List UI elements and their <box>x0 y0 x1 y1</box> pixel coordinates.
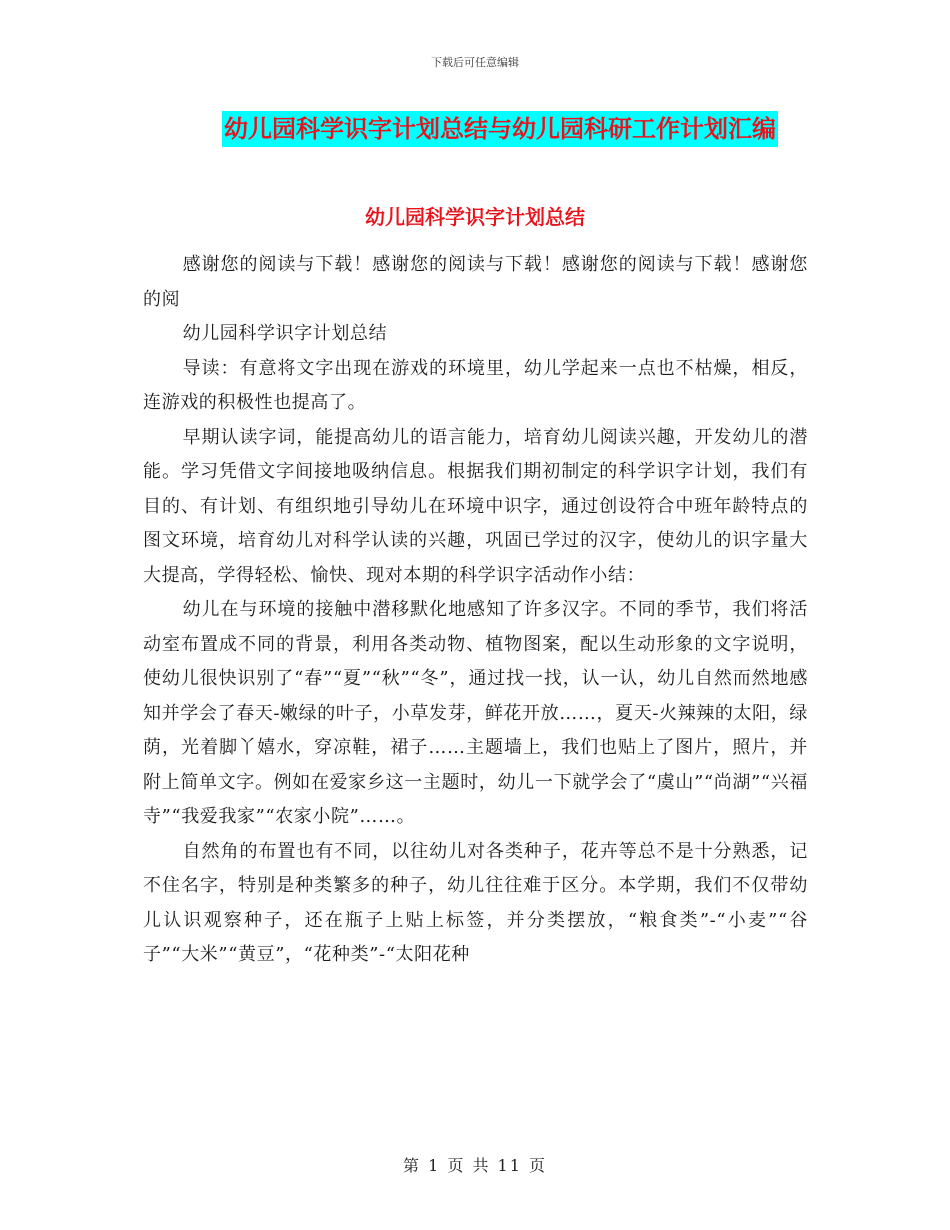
header-note: 下载后可任意编辑 <box>431 56 519 69</box>
paragraph-intro: 导读：有意将文字出现在游戏的环境里，幼儿学起来一点也不枯燥，相反，连游戏的积极性也提高了。 <box>143 357 808 413</box>
paragraph-subtitle: 幼儿园科学识字计划总结 <box>182 323 388 344</box>
page-footer: 第 1 页 共 11 页 <box>403 1156 547 1175</box>
document-body <box>143 248 808 973</box>
document-title: 幼儿园科学识字计划总结与幼儿园科研工作计划汇编 <box>222 111 778 147</box>
paragraph-nature-corner: 自然角的布置也有不同，以往幼儿对各类种子，花卉等总不是十分熟悉，记不住名字，特别是种类繁多的种子，幼儿往往难于区分。本学期，我们不仅带幼儿认识观察种子，还在瓶子上贴上标签，并分类摆放，“粮食类”-“小麦”“谷子”“大米”“黄豆”，“花种类”-“太阳花种 <box>143 840 808 965</box>
paragraph-environment: 幼儿在与环境的接触中潜移默化地感知了许多汉字。不同的季节，我们将活动室布置成不同的背景，利用各类动物、植物图案，配以生动形象的文字说明，使幼儿很快识别了“春”“夏”“秋”“冬”，通过找一找，认一认，幼儿自然而然地感知并学会了春天-嫩绿的叶子，小草发芽，鲜花开放……，夏天-火辣辣的太阳，绿荫，光着脚丫嬉水，穿凉鞋，裙子……主题墙上，我们也贴上了图片，照片，并附上简单文字。例如在爱家乡这一主题时，幼儿一下就学会了“虞山”“尚湖”“兴福寺”“我爱我家”“农家小院”……。 <box>143 599 808 827</box>
section-title: 幼儿园科学识字计划总结 <box>365 205 585 229</box>
document-title-container <box>0 111 950 147</box>
paragraph-thanks: 感谢您的阅读与下载！感谢您的阅读与下载！感谢您的阅读与下载！感谢您的阅 <box>143 254 808 310</box>
paragraph-early-reading: 早期认读字词，能提高幼儿的语言能力，培育幼儿阅读兴趣，开发幼儿的潜能。学习凭借文字间接地吸纳信息。根据我们期初制定的科学识字计划，我们有目的、有计划、有组织地引导幼儿在环境中识字，通过创设符合中班年龄特点的图文环境，培育幼儿对科学认读的兴趣，巩固已学过的汉字，使幼儿的识字量大大提高，学得轻松、愉快、现对本期的科学识字活动作小结： <box>143 426 808 586</box>
